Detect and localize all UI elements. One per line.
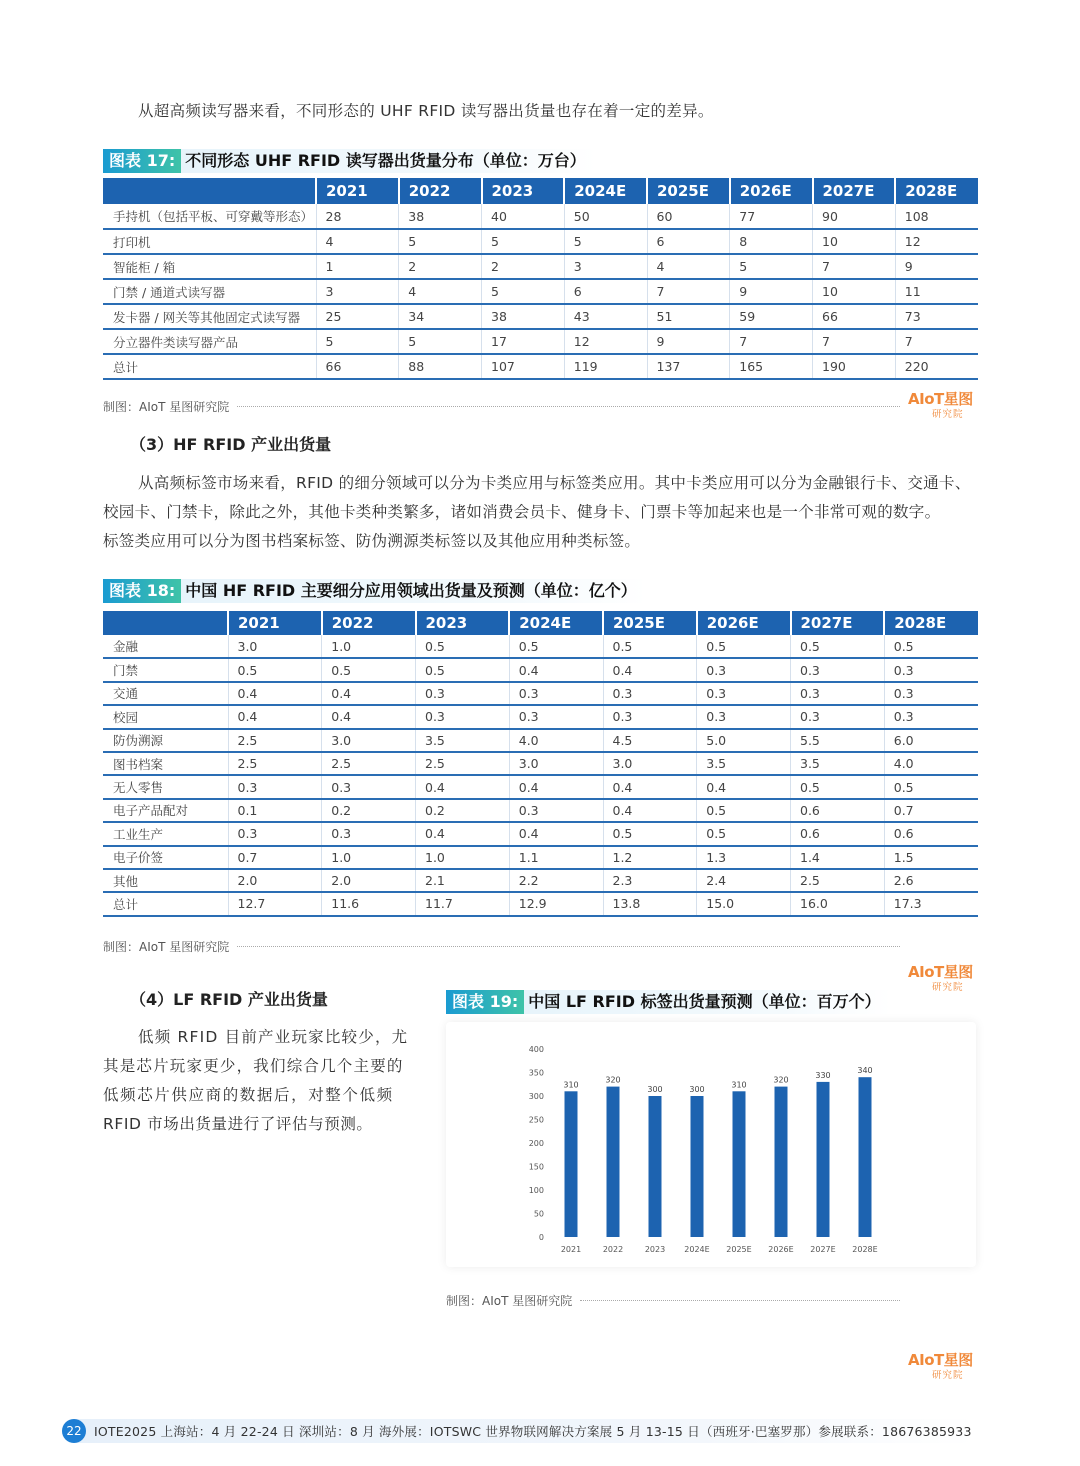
table-cell: 0.7 [228,846,322,869]
table-row [103,729,978,752]
table-cell: 0.5 [697,822,791,845]
table-cell: 3.5 [416,729,510,752]
y-tick-label: 100 [528,1186,544,1195]
table-cell: 5 [730,254,813,279]
table-cell: 119 [564,354,647,379]
table-cell: 0.3 [884,705,978,728]
table-cell: 0.3 [791,682,885,705]
y-tick-label: 150 [528,1162,544,1172]
table-cell: 34 [399,304,482,329]
table-cell: 4 [647,254,730,279]
table-row [103,304,978,329]
table-cell: 3.5 [791,752,885,775]
table-cell: 0.5 [509,635,603,658]
row-label: 发卡器 / 网关等其他固定式读写器 [103,304,316,329]
table-cell: 0.3 [416,682,510,705]
table-cell: 90 [813,204,896,229]
header-year: 2027E [813,178,896,204]
table17-credit [103,398,908,415]
table-cell: 2.5 [322,752,416,775]
bar-value-label: 310 [563,1080,579,1090]
x-tick-label: 2021 [560,1245,582,1254]
table-cell: 6 [564,279,647,304]
table-cell: 2.5 [228,752,322,775]
table-cell: 5.5 [791,729,885,752]
table18-credit [103,938,908,955]
table-cell: 2.3 [603,869,697,892]
table-row [103,869,978,892]
table-cell: 28 [316,204,399,229]
row-label: 打印机 [103,229,316,254]
table-cell: 12 [564,329,647,354]
table-cell: 1 [316,254,399,279]
table-cell: 0.4 [603,658,697,681]
header-year: 2024E [564,178,647,204]
row-label: 总计 [103,354,316,379]
y-tick-label: 50 [533,1209,544,1219]
table-cell: 2.6 [884,869,978,892]
table17-title: 不同形态 UHF RFID 读写器出货量分布（单位：万台） [181,149,596,173]
logo-text: AIoT星图 [908,390,973,408]
table-cell: 0.5 [416,635,510,658]
y-tick-label: 200 [528,1139,544,1148]
table-cell: 1.0 [322,846,416,869]
section4-line3: 低频芯片供应商的数据后，对整个低频 [103,1086,394,1104]
table-cell: 0.3 [697,705,791,728]
table-cell: 5 [482,279,565,304]
section3-line2: 校园卡、门禁卡，除此之外，其他卡类种类繁多，诸如消费会员卡、健身卡、门票卡等加起来也是一个非常可观的数字。 [103,503,941,521]
bar [565,1091,578,1237]
table-cell: 3.0 [603,752,697,775]
table-cell: 13.8 [603,892,697,915]
row-label: 交通 [103,682,228,705]
credit-text: 制图：AIoT 星图研究院 [446,1294,573,1308]
table-cell: 12.9 [509,892,603,915]
table18-tag: 图表 18: [103,579,181,603]
table-row [103,892,978,915]
logo-subtext: 研究院 [932,1370,964,1381]
dotted-divider [580,1300,900,1301]
table-cell: 4.0 [509,729,603,752]
table-cell: 0.4 [697,775,791,798]
row-label: 电子产品配对 [103,799,228,822]
table-row [103,254,978,279]
table-cell: 9 [730,279,813,304]
table-cell: 5.0 [697,729,791,752]
table-cell: 88 [399,354,482,379]
table-cell: 50 [564,204,647,229]
section4-line4: RFID 市场出货量进行了评估与预测。 [103,1115,373,1133]
bar-value-label: 300 [647,1085,663,1094]
table-cell: 7 [730,329,813,354]
table-cell: 0.5 [603,635,697,658]
table-cell: 0.3 [884,658,978,681]
header-year: 2021 [316,178,399,204]
header-blank [103,178,316,204]
row-label: 门禁 [103,658,228,681]
bar [649,1096,662,1237]
chart19-panel [446,1022,976,1267]
table-cell: 0.4 [416,822,510,845]
table-cell: 15.0 [697,892,791,915]
table-row [103,822,978,845]
bar-value-label: 310 [731,1080,747,1090]
table-cell: 43 [564,304,647,329]
table-cell: 0.5 [791,635,885,658]
table-cell: 2.5 [416,752,510,775]
footer-bar [62,1419,976,1443]
table-cell: 16.0 [791,892,885,915]
footer-text: IOTE2025 上海站：4 月 22-24 日 深圳站：8 月 海外展：IOTSWC 世界物联网解决方案展 5 月 13-15 日（西班牙·巴塞罗那）参展联系：18676385933 [94,1424,972,1439]
bar-value-label: 320 [773,1075,789,1085]
table-cell: 10 [813,279,896,304]
table-cell: 0.5 [697,799,791,822]
table-cell: 107 [482,354,565,379]
x-tick-label: 2027E [810,1245,836,1254]
table-cell: 1.0 [322,635,416,658]
bar-value-label: 340 [857,1066,873,1076]
bar [691,1096,704,1237]
row-label: 门禁 / 通道式读写器 [103,279,316,304]
table-cell: 0.5 [697,635,791,658]
row-label: 图书档案 [103,752,228,775]
table17-tag: 图表 17: [103,149,181,173]
table-cell: 108 [895,204,978,229]
header-year: 2027E [791,611,885,635]
row-label: 金融 [103,635,228,658]
table-cell: 73 [895,304,978,329]
table-cell: 11.7 [416,892,510,915]
logo-subtext: 研究院 [932,982,964,993]
table-cell: 0.3 [603,705,697,728]
logo-subtext: 研究院 [932,409,964,420]
table-row [103,329,978,354]
table-cell: 0.3 [697,682,791,705]
x-tick-label: 2022 [602,1245,624,1254]
table-cell: 2.4 [697,869,791,892]
table-cell: 66 [316,354,399,379]
aiot-logo [908,961,978,995]
table18-title: 中国 HF RFID 主要细分应用领域出货量及预测（单位：亿个） [181,579,647,603]
bar [817,1082,830,1237]
table-cell: 0.4 [509,822,603,845]
table-cell: 0.5 [884,775,978,798]
chart19-svg [446,1022,976,1267]
table-cell: 1.2 [603,846,697,869]
intro-paragraph: 从超高频读写器来看，不同形态的 UHF RFID 读写器出货量也存在着一定的差异。 [138,102,714,120]
table-cell: 0.7 [884,799,978,822]
table-cell: 0.4 [603,775,697,798]
table-cell: 5 [399,229,482,254]
table-cell: 7 [813,329,896,354]
table-cell: 1.3 [697,846,791,869]
table17-caption [103,147,596,175]
table-cell: 0.5 [228,658,322,681]
section3-heading: （3）HF RFID 产业出货量 [130,435,332,454]
table-cell: 0.4 [322,705,416,728]
table-cell: 11.6 [322,892,416,915]
table-cell: 2 [482,254,565,279]
bar [733,1091,746,1237]
table-cell: 0.3 [228,822,322,845]
header-year: 2028E [895,178,978,204]
row-label: 工业生产 [103,822,228,845]
table-cell: 1.1 [509,846,603,869]
header-year: 2022 [322,611,416,635]
table-row [103,799,978,822]
table-cell: 1.4 [791,846,885,869]
header-year: 2023 [416,611,510,635]
table-cell: 4 [399,279,482,304]
table-cell: 9 [647,329,730,354]
table-cell: 0.4 [603,799,697,822]
table-cell: 77 [730,204,813,229]
table-cell: 0.4 [416,775,510,798]
table-cell: 0.5 [603,822,697,845]
row-label: 手持机（包括平板、可穿戴等形态） [103,204,316,229]
bar-value-label: 300 [689,1085,705,1094]
table-cell: 6.0 [884,729,978,752]
table-row [103,752,978,775]
table-row [103,229,978,254]
section4-line2: 其是芯片玩家更少，我们综合几个主要的 [103,1057,404,1075]
aiot-logo [908,388,978,422]
table-cell: 5 [564,229,647,254]
table-cell: 17.3 [884,892,978,915]
table-cell: 0.3 [509,705,603,728]
table-row [103,635,978,658]
table-cell: 2.0 [228,869,322,892]
table17 [103,178,978,380]
table-cell: 10 [813,229,896,254]
header-year: 2025E [603,611,697,635]
table-cell: 0.3 [884,682,978,705]
table-cell: 7 [647,279,730,304]
table-cell: 51 [647,304,730,329]
bar [607,1087,620,1237]
table-row [103,682,978,705]
page-number: 22 [62,1419,86,1443]
table-cell: 2.1 [416,869,510,892]
table-cell: 0.3 [509,682,603,705]
x-tick-label: 2023 [644,1245,666,1254]
header-year: 2026E [697,611,791,635]
table-cell: 4.0 [884,752,978,775]
table-cell: 5 [482,229,565,254]
bar-value-label: 330 [815,1070,831,1080]
chart19-caption [446,988,891,1016]
table-cell: 38 [399,204,482,229]
table-cell: 0.3 [322,775,416,798]
x-tick-label: 2026E [768,1245,794,1254]
dotted-divider [237,946,900,947]
y-tick-label: 350 [528,1068,544,1078]
table-cell: 3 [564,254,647,279]
row-label: 防伪溯源 [103,729,228,752]
table-cell: 60 [647,204,730,229]
table-cell: 2.0 [322,869,416,892]
table-cell: 17 [482,329,565,354]
table-cell: 11 [895,279,978,304]
table-cell: 40 [482,204,565,229]
x-tick-label: 2024E [684,1245,710,1254]
table-cell: 7 [895,329,978,354]
table-cell: 2.5 [228,729,322,752]
row-label: 无人零售 [103,775,228,798]
table-cell: 7 [813,254,896,279]
table-cell: 0.4 [509,775,603,798]
header-year: 2028E [884,611,978,635]
table-cell: 3.0 [509,752,603,775]
header-year: 2024E [509,611,603,635]
table-cell: 3.0 [228,635,322,658]
table-cell: 2.2 [509,869,603,892]
y-tick-label: 250 [528,1115,544,1125]
table-cell: 8 [730,229,813,254]
table18 [103,611,978,917]
table-row [103,705,978,728]
table-cell: 0.1 [228,799,322,822]
table-cell: 6 [647,229,730,254]
table-cell: 5 [399,329,482,354]
table-cell: 12 [895,229,978,254]
y-tick-label: 0 [538,1233,544,1242]
table-cell: 0.4 [509,658,603,681]
table-row [103,775,978,798]
table-cell: 0.5 [416,658,510,681]
section3-line3: 标签类应用可以分为图书档案标签、防伪溯源类标签以及其他应用种类标签。 [103,532,641,550]
table-row [103,279,978,304]
table-cell: 1.5 [884,846,978,869]
table18-caption [103,577,647,605]
table-cell: 2.5 [791,869,885,892]
table-cell: 0.4 [228,705,322,728]
table-cell: 0.6 [791,799,885,822]
table-cell: 5 [316,329,399,354]
table-row [103,846,978,869]
bar [775,1087,788,1237]
table-row [103,354,978,379]
table-cell: 0.5 [884,635,978,658]
table-cell: 190 [813,354,896,379]
row-label: 智能柜 / 箱 [103,254,316,279]
table-cell: 12.7 [228,892,322,915]
table-cell: 9 [895,254,978,279]
table-cell: 165 [730,354,813,379]
table-cell: 0.3 [509,799,603,822]
header-year: 2025E [647,178,730,204]
chart19-tag: 图表 19: [446,990,524,1014]
table-cell: 137 [647,354,730,379]
table-cell: 4 [316,229,399,254]
y-tick-label: 300 [528,1092,544,1101]
header-year: 2021 [228,611,322,635]
table-cell: 0.3 [322,822,416,845]
row-label: 其他 [103,869,228,892]
table-cell: 0.5 [791,775,885,798]
row-label: 校园 [103,705,228,728]
table-cell: 4.5 [603,729,697,752]
table-row [103,658,978,681]
section4-heading: （4）LF RFID 产业出货量 [130,990,328,1009]
table-cell: 220 [895,354,978,379]
table-cell: 38 [482,304,565,329]
x-tick-label: 2028E [852,1245,878,1254]
table-cell: 0.3 [697,658,791,681]
table-cell: 0.2 [322,799,416,822]
table-cell: 0.5 [322,658,416,681]
section3-line1: 从高频标签市场来看，RFID 的细分领域可以分为卡类应用与标签类应用。其中卡类应用可以分为金融银行卡、交通卡、 [138,474,971,492]
bar-value-label: 320 [605,1075,621,1085]
header-year: 2023 [482,178,565,204]
credit-text: 制图：AIoT 星图研究院 [103,940,230,954]
header-year: 2026E [730,178,813,204]
header-year: 2022 [399,178,482,204]
table-cell: 3.0 [322,729,416,752]
table-cell: 25 [316,304,399,329]
aiot-logo [908,1349,978,1383]
row-label: 总计 [103,892,228,915]
table-cell: 2 [399,254,482,279]
table-cell: 59 [730,304,813,329]
table-cell: 0.3 [416,705,510,728]
table-cell: 3.5 [697,752,791,775]
table-cell: 0.4 [322,682,416,705]
table-cell: 0.3 [791,705,885,728]
chart19-credit [446,1292,908,1309]
table-row [103,204,978,229]
row-label: 分立器件类读写器产品 [103,329,316,354]
credit-text: 制图：AIoT 星图研究院 [103,400,230,414]
logo-text: AIoT星图 [908,1351,973,1369]
table-cell: 0.6 [884,822,978,845]
dotted-divider [237,406,900,407]
row-label: 电子价签 [103,846,228,869]
table-cell: 0.2 [416,799,510,822]
table-cell: 0.6 [791,822,885,845]
table-cell: 66 [813,304,896,329]
y-tick-label: 400 [528,1045,544,1054]
bar [859,1077,872,1237]
table-cell: 0.4 [228,682,322,705]
chart19-title: 中国 LF RFID 标签出货量预测（单位：百万个） [524,990,890,1014]
section4-line1: 低频 RFID 目前产业玩家比较少，尤 [138,1028,409,1046]
table-cell: 0.3 [791,658,885,681]
table-cell: 0.3 [603,682,697,705]
table-cell: 3 [316,279,399,304]
table-cell: 0.3 [228,775,322,798]
x-tick-label: 2025E [726,1245,752,1254]
table-cell: 1.0 [416,846,510,869]
header-blank [103,611,228,635]
logo-text: AIoT星图 [908,963,973,981]
